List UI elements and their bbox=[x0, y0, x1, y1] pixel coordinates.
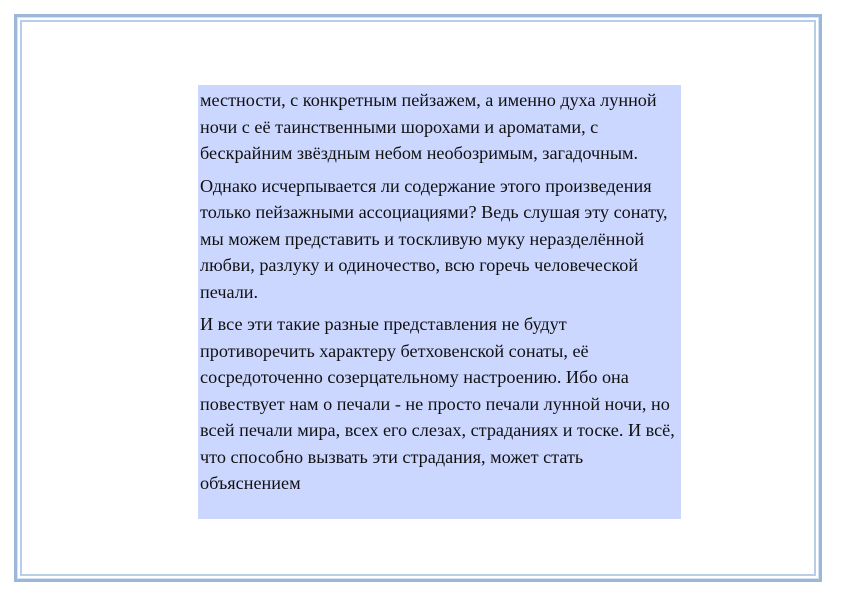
paragraph-1: местности, с конкретным пейзажем, а именно духа лунной ночи с её таинственными шорохами и ароматами, с бескрайним звёздным небом необозримым, загадочным. bbox=[200, 90, 657, 163]
paragraph-3: И все эти такие разные представления не будут противоречить характеру бетховенской сонаты, её сосредоточенно созерцательному настроению. Ибо она повествует нам о печали - не просто печали лунной ночи, но всей печали мира, всех его слезах, страданиях и тоске. И всё, что способно вызвать эти страдания, может стать объяснением bbox=[200, 314, 675, 493]
text-box[interactable] bbox=[198, 85, 681, 519]
paragraph-2: Однако исчерпывается ли содержание этого произведения только пейзажными ассоциациями? Ведь слушая эту сонату, мы можем представить и тоскливую муку неразделённой любви, разлуку и одиночество, всю горечь человеческой печали. bbox=[200, 175, 668, 302]
